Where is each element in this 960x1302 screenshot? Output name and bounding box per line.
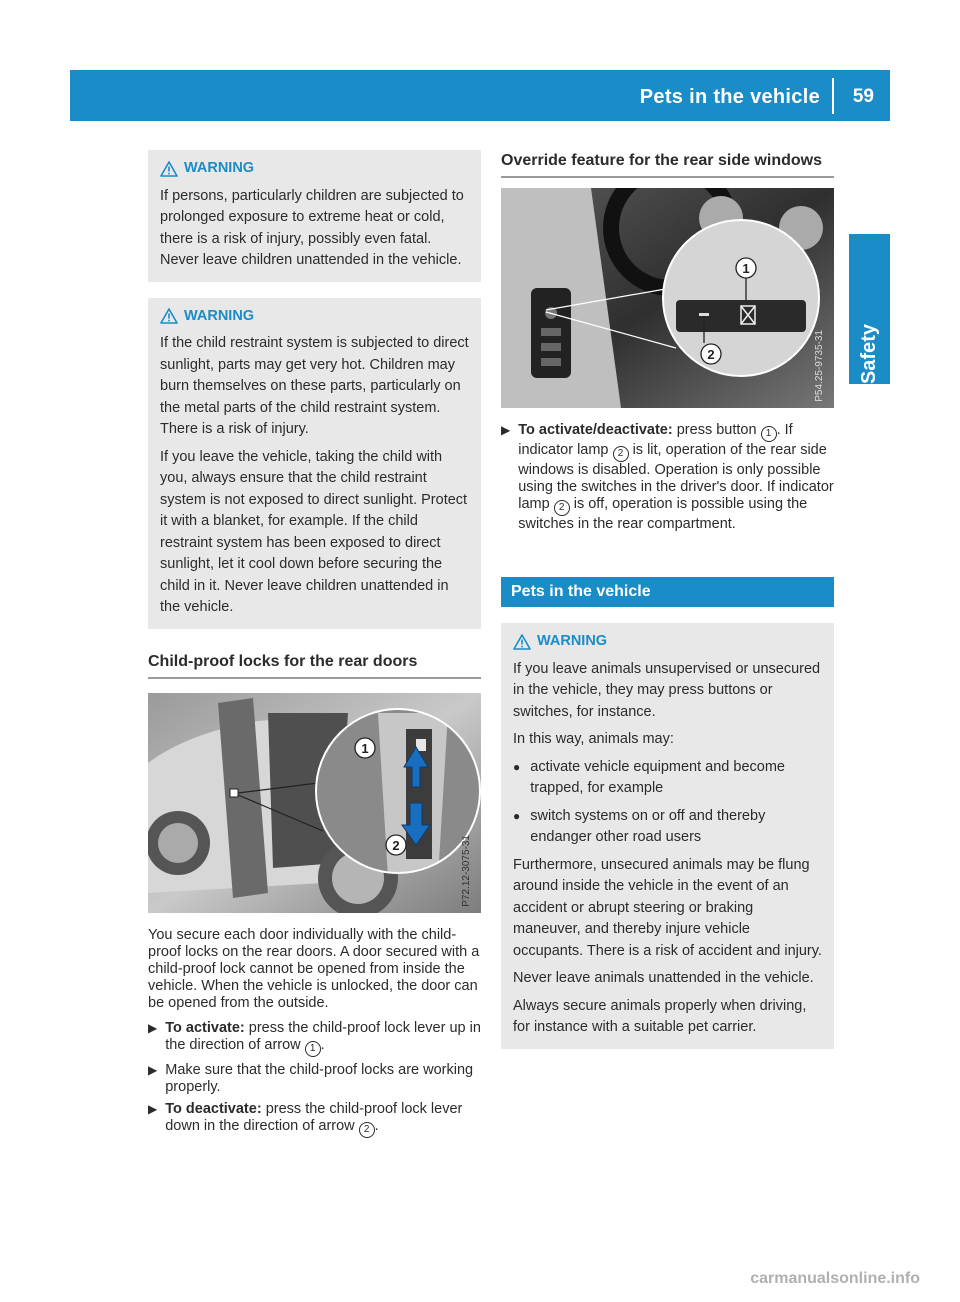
step-check xyxy=(148,1062,481,1096)
step-body-b: If indicator lamp xyxy=(518,422,793,458)
warning-text: Furthermore, unsecured animals may be flung around inside the vehicle in the event of an accident or abrupt steering or braking maneuver, and thereby injure vehicle occupants. There is a risk of accident and injury. xyxy=(513,856,822,959)
warning-text: If the child restraint system is subjected to direct sunlight, parts may get very hot. Children may burn themselves on these parts, particularly on the metal parts of the child restraint system. There is a risk of injury. xyxy=(160,335,469,437)
step-body: Make sure that the child-proof locks are working properly. xyxy=(165,1061,474,1095)
warning-text: If persons, particularly children are subjected to prolonged exposure to extreme heat or cold, there is a risk of injury, possibly even fatal. Never leave children unattended in the vehicle. xyxy=(160,187,464,268)
section-heading-childproof: Child-proof locks for the rear doors xyxy=(148,651,481,679)
figure-code: P72.12-3075-31 xyxy=(460,834,472,907)
step-body: press the child-proof lock lever up in the direction of arrow xyxy=(165,1019,481,1053)
childproof-lock-figure xyxy=(148,693,481,913)
bullet-item xyxy=(513,757,822,800)
step-activate-deactivate xyxy=(501,422,834,533)
section-heading-override: Override feature for the rear side windows xyxy=(501,150,834,178)
warning-text: In this way, animals may: xyxy=(513,731,674,747)
step-arrow-icon: ▶ xyxy=(148,1020,158,1035)
figure-callout-1: 1 xyxy=(742,261,750,276)
warning-box-pets xyxy=(501,623,834,1049)
warning-text: Never leave animals unattended in the vehicle. xyxy=(513,970,814,986)
header-bar xyxy=(70,70,890,121)
override-figure xyxy=(501,188,834,408)
warning-triangle-icon xyxy=(160,161,178,177)
section-heading-pets: Pets in the vehicle xyxy=(501,577,834,607)
warning-label: WARNING xyxy=(184,307,255,324)
door-lock-illustration xyxy=(148,693,481,913)
bullet-icon: ● xyxy=(513,759,521,774)
step-label: To activate: xyxy=(165,1019,245,1036)
step-body-c: is lit, operation of the rear side windows is disabled. Operation is only possible using the switches in the driver's door. If indicator lamp xyxy=(518,442,834,512)
warning-box-sunlight xyxy=(148,298,481,629)
step-body: press the child-proof lock lever down in the direction of arrow xyxy=(165,1100,463,1134)
bullet-icon: ● xyxy=(513,808,521,823)
callout-2-icon: 2 xyxy=(554,500,570,516)
warning-label: WARNING xyxy=(184,160,255,176)
step-arrow-icon: ▶ xyxy=(148,1101,158,1116)
warning-text: If you leave animals unsupervised or unsecured in the vehicle, they may press buttons or switches, for instance. xyxy=(513,660,821,720)
callout-1-icon: 1 xyxy=(761,426,777,442)
warning-triangle-icon xyxy=(513,634,531,650)
callout-2-icon: 2 xyxy=(359,1122,375,1138)
header-separator xyxy=(832,78,834,114)
warning-header xyxy=(160,158,469,180)
step-body-a: press button xyxy=(676,422,757,438)
callout-1-icon: 1 xyxy=(305,1041,321,1057)
bullet-text: activate vehicle equipment and become trapped, for example xyxy=(530,758,785,796)
figure-callout-2: 2 xyxy=(392,837,400,853)
callout-2-icon: 2 xyxy=(613,446,629,462)
figure-callout-2: 2 xyxy=(707,347,715,362)
step-label: To deactivate: xyxy=(165,1100,262,1117)
warning-text: Always secure animals properly when driving, for instance with a suitable pet carrier. xyxy=(513,997,807,1035)
step-text: To activate: press the child-proof lock lever up in the direction of arrow 1 . xyxy=(165,1020,481,1057)
step-text: To deactivate: press the child-proof lock lever down in the direction of arrow 2 . xyxy=(165,1101,481,1138)
warning-text: If you leave the vehicle, taking the child with you, always ensure that the child restraint system is not exposed to direct sunlight. Protect it with a blanket, for example. If the child restraint system has been exposed to direct sunlight, let it cool down before securing the child in it. Never leave children unattended in the vehicle. xyxy=(160,448,468,615)
step-arrow-icon: ▶ xyxy=(148,1062,158,1077)
step-label: To activate/deactivate: xyxy=(518,422,673,438)
warning-header xyxy=(160,306,469,328)
figure-callout-1: 1 xyxy=(361,740,369,756)
warning-label: WARNING xyxy=(537,633,608,649)
right-column xyxy=(501,150,834,1049)
childproof-intro: You secure each door individually with the child-proof locks on the rear doors. A door secured with a child-proof lock cannot be opened from inside the vehicle. When the vehicle is unlocked, the door can be opened from the outside. xyxy=(148,926,480,1011)
page-number: 59 xyxy=(852,86,874,107)
watermark: carmanualsonline.info xyxy=(750,1270,920,1287)
step-arrow-icon: ▶ xyxy=(501,423,511,437)
figure-code: P54.25-9735-31 xyxy=(813,330,825,402)
left-column xyxy=(148,150,481,1143)
side-tab-label-wrap xyxy=(849,234,890,384)
warning-header xyxy=(513,631,822,653)
step-body-d: is off, operation is possible using the switches in the rear compartment. xyxy=(518,496,808,532)
step-deactivate xyxy=(148,1101,481,1138)
side-tab-label: Safety xyxy=(858,323,880,384)
step-activate xyxy=(148,1020,481,1057)
step-text: To activate/deactivate: press button 1 . If indicator lamp 2 is lit, operation of the rear side windows is disabled. Operation is only possible using the switches in the driver's door. If indicator lamp 2 is off, operation is possible using the switches in the rear compartment. xyxy=(518,422,834,532)
window-switch-illustration xyxy=(501,188,834,408)
warning-triangle-icon xyxy=(160,308,178,324)
warning-box-heat xyxy=(148,150,481,282)
page-header-title: Pets in the vehicle xyxy=(639,86,820,108)
bullet-text: switch systems on or off and thereby endanger other road users xyxy=(530,807,766,845)
bullet-item xyxy=(513,806,822,849)
